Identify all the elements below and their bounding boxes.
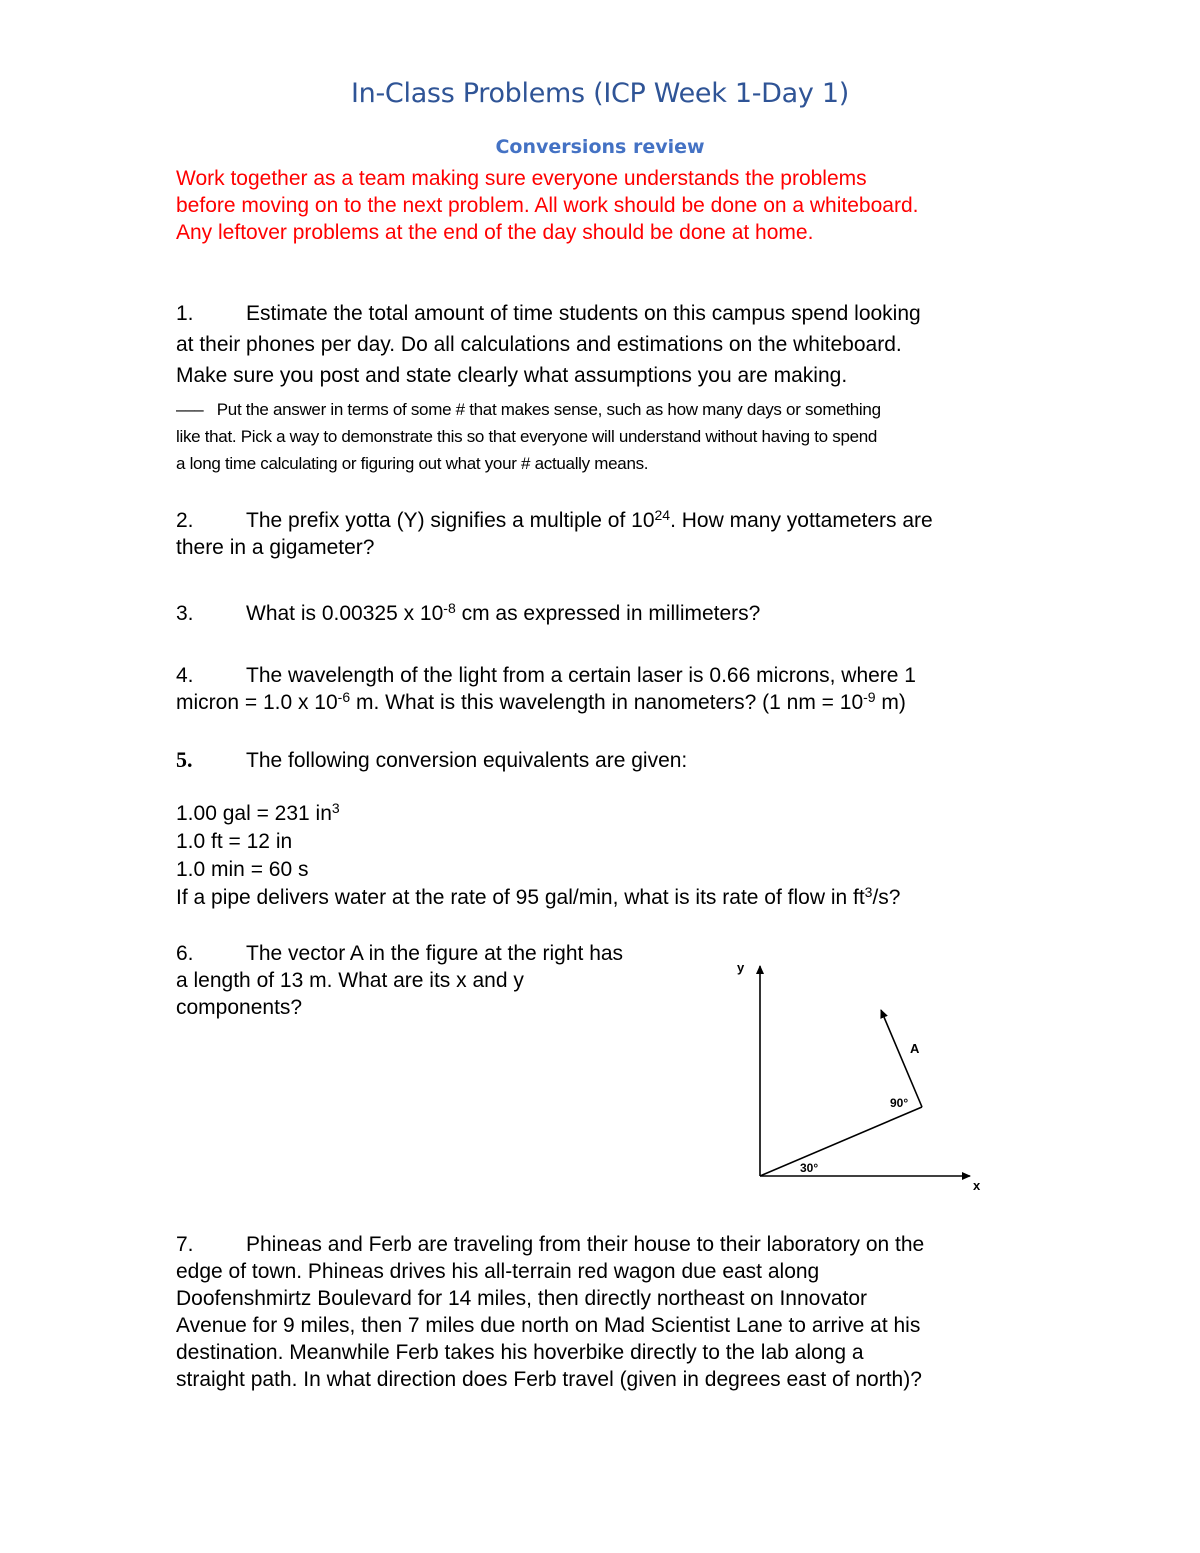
question-number: 6. [176,942,194,965]
note-text: a long time calculating or figuring out what your # actually means. [176,454,649,473]
question-text: Phineas and Ferb are traveling from their house to their laboratory on the [246,1233,925,1256]
question-text: micron = 1.0 x 10 [176,691,338,714]
question-text: The following conversion equivalents are given: [246,749,688,772]
equivalent: 1.00 gal = 231 in [176,802,332,825]
question-text: edge of town. Phineas drives his all-terrain red wagon due east along [176,1260,820,1283]
question-5 [176,746,1036,774]
question-text: Make sure you post and state clearly what assumptions you are making. [176,364,848,387]
instruction-line: before moving on to the next problem. All work should be done on a whiteboard. [176,194,919,217]
question-text: If a pipe delivers water at the rate of 95 gal/min, what is its rate of flow in ft [176,886,865,909]
question-number: 7. [176,1233,194,1256]
question-number: 5. [176,747,193,772]
question-2 [176,507,1036,561]
question-text: m. What is this wavelength in nanometers? (1 nm = 10 [350,691,864,714]
question-text: The wavelength of the light from a certain laser is 0.66 microns, where 1 [246,664,916,687]
question-text: a length of 13 m. What are its x and y [176,969,524,992]
equivalent: 1.0 ft = 12 in [176,830,293,853]
question-text: m) [875,691,906,714]
question-number: 3. [176,602,194,625]
exponent: 24 [654,507,671,523]
exponent: -9 [863,689,876,705]
equivalent: 1.0 min = 60 s [176,858,309,881]
question-1 [176,298,1036,391]
question-text: at their phones per day. Do all calculations and estimations on the whiteboard. [176,333,902,356]
page-title: In-Class Problems (ICP Week 1-Day 1) [351,78,849,109]
instructions [176,165,1056,246]
question-text: Doofenshmirtz Boulevard for 14 miles, then directly northeast on Innovator [176,1287,868,1310]
exponent: -8 [443,600,456,616]
question-number: 1. [176,302,194,325]
question-number: 4. [176,664,194,687]
x-axis-label: x [973,1178,981,1193]
exponent: -6 [337,689,351,705]
note-text: Put the answer in terms of some # that makes sense, such as how many days or something [216,400,881,419]
exponent: 3 [864,884,873,900]
question-text: /s? [872,886,901,909]
question-text: The prefix yotta (Y) signifies a multiple of 10 [246,509,655,532]
question-6 [176,940,696,1021]
question-text: components? [176,996,303,1019]
vector-a [881,1010,922,1107]
question-1-note [176,396,1036,477]
question-text: destination. Meanwhile Ferb takes his hoverbike directly to the lab along a [176,1341,864,1364]
question-7 [176,1231,1046,1393]
conversion-equivalents [176,800,1036,912]
base-segment [760,1107,922,1176]
question-text: straight path. In what direction does Ferb travel (given in degrees east of north)? [176,1368,922,1391]
instruction-line: Any leftover problems at the end of the day should be done at home. [176,221,814,244]
question-text: . How many yottameters are [670,509,933,532]
note-dash: ––– [176,400,204,419]
exponent: 3 [331,800,340,816]
question-text: Estimate the total amount of time students on this campus spend looking [246,302,921,325]
page-subtitle: Conversions review [495,136,705,158]
question-text: What is 0.00325 x 10 [246,602,444,625]
question-text: there in a gigameter? [176,536,375,559]
question-3 [176,600,1036,627]
note-text: like that. Pick a way to demonstrate this so that everyone will understand without having to spend [176,427,878,446]
question-number: 2. [176,509,194,532]
angle-label: 30° [800,1161,819,1175]
y-axis-label: y [737,960,745,975]
question-text: The vector A in the figure at the right has [246,942,624,965]
question-text: cm as expressed in millimeters? [455,602,761,625]
question-text: Avenue for 9 miles, then 7 miles due north on Mad Scientist Lane to arrive at his [176,1314,921,1337]
vector-label: A [910,1041,920,1056]
instruction-line: Work together as a team making sure everyone understands the problems [176,167,867,190]
angle-label: 90° [890,1096,909,1110]
question-4 [176,662,1036,716]
vector-figure [730,950,1000,1200]
